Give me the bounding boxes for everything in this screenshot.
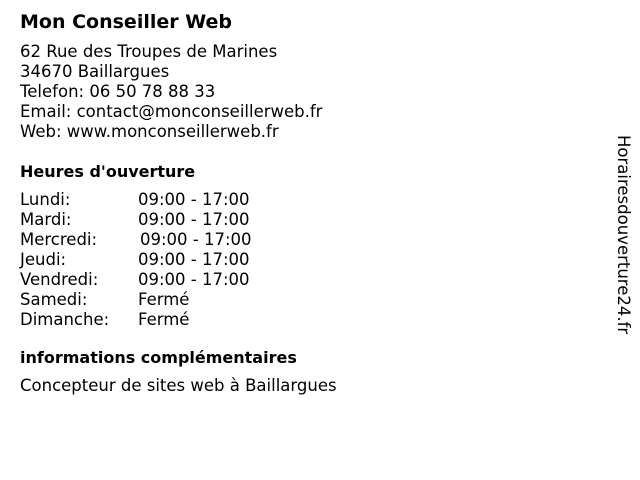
hours-time: 09:00 - 17:00 [138,190,250,209]
hours-row-wednesday [20,230,600,250]
hours-row-tuesday [20,210,600,230]
hours-time: 09:00 - 17:00 [138,270,250,289]
hours-time: 09:00 - 17:00 [138,210,250,229]
hours-day: Mercredi: [20,230,98,249]
address-street: 62 Rue des Troupes de Marines [20,42,278,61]
business-name: Mon Conseiller Web [20,11,232,33]
business-card [20,10,600,396]
hours-day: Dimanche: [20,310,110,329]
website-line: Web: www.monconseillerweb.fr [20,122,279,141]
phone-line: Telefon: 06 50 78 88 33 [20,82,216,101]
hours-day: Samedi: [20,290,88,309]
hours-time: 09:00 - 17:00 [138,250,250,269]
hours-day: Mardi: [20,210,72,229]
hours-row-monday [20,190,600,210]
opening-hours-heading: Heures d'ouverture [20,162,196,181]
address-city: 34670 Baillargues [20,62,170,81]
contact-block [20,42,600,142]
hours-time: Fermé [138,310,190,329]
hours-row-friday [20,270,600,290]
opening-hours-table [20,190,600,330]
hours-row-thursday [20,250,600,270]
site-watermark-label: Horairesdouverture24.fr [614,135,633,335]
hours-row-sunday [20,310,600,330]
additional-info-text: Concepteur de sites web à Baillargues [20,376,337,395]
hours-row-saturday [20,290,600,310]
email-line: Email: contact@monconseillerweb.fr [20,102,323,121]
hours-time: Fermé [138,290,190,309]
hours-day: Lundi: [20,190,71,209]
hours-day: Vendredi: [20,270,99,289]
additional-info-heading: informations complémentaires [20,348,297,367]
hours-time: 09:00 - 17:00 [140,230,252,249]
hours-day: Jeudi: [20,250,67,269]
